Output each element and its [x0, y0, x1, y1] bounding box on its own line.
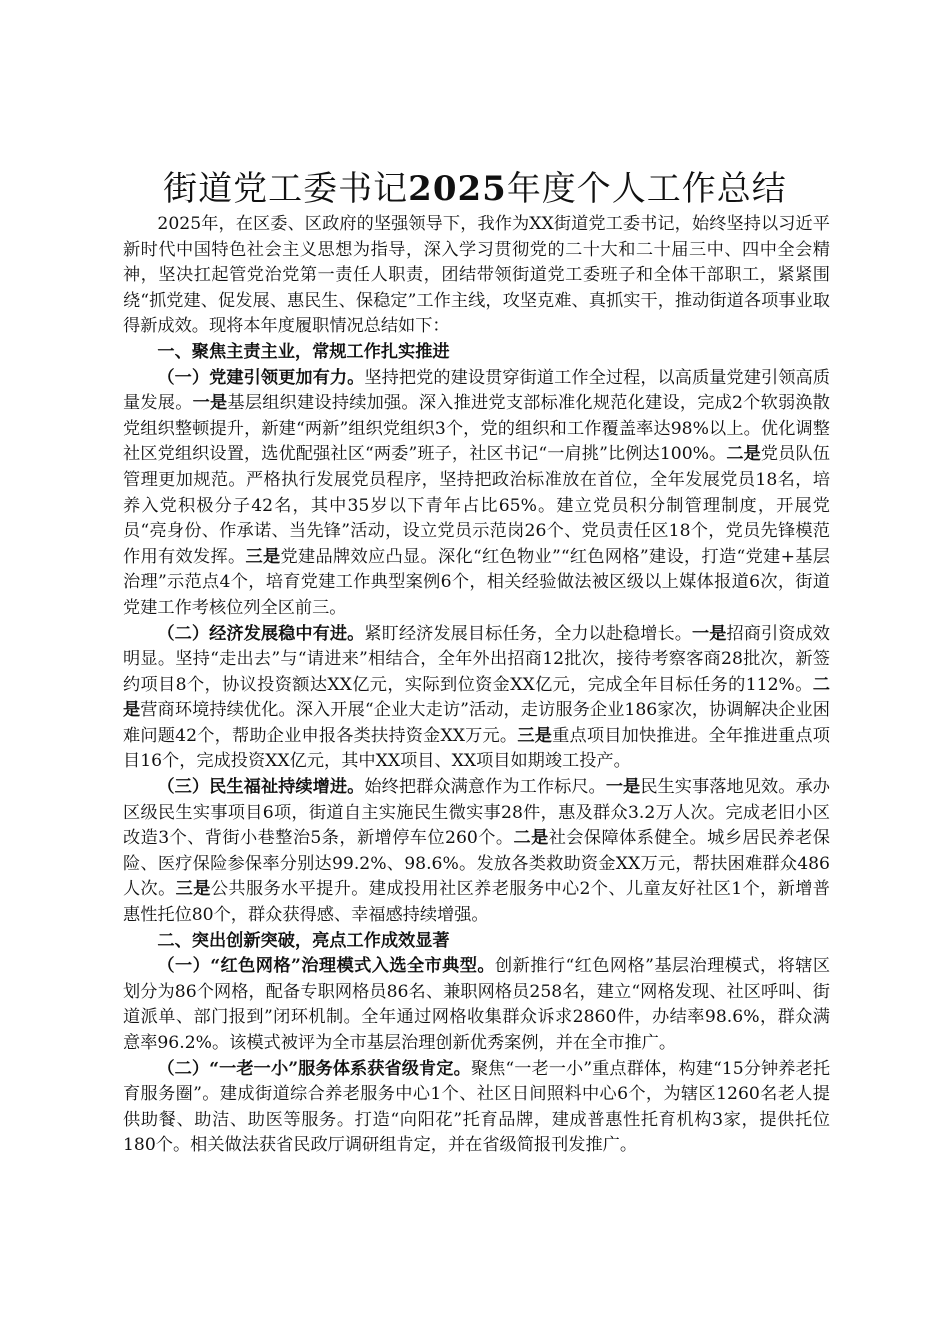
bold-lead-text: 二是	[123, 674, 830, 721]
paragraph-text: 坚持把党的建设贯穿街道工作全过程，以高质量党建引领高质量发展。	[123, 367, 830, 414]
body-paragraph	[123, 1057, 830, 1159]
paragraph-text: 始终把群众满意作为工作标尺。	[364, 777, 606, 798]
paragraph-text: 二、突出创新突破，亮点工作成效显著	[157, 930, 450, 951]
bold-lead-text: 二是	[513, 828, 549, 849]
bold-lead-text: （二）“一老一小”服务体系获省级肯定。	[157, 1058, 471, 1079]
body-paragraph	[123, 366, 830, 622]
document-title	[0, 166, 950, 212]
paragraph-text: 招商引资成效明显。坚持“走出去”与“请进来”相结合，全年外出招商12批次，接待考察客商28批次，新签约项目8个，协议投资额达XX亿元，实际到位资金XX亿元，完成全年目标任务的112%。	[123, 623, 830, 695]
bold-lead-text: 一是	[605, 777, 641, 798]
bold-lead-text: 二是	[726, 444, 761, 465]
bold-lead-text: 一是	[192, 393, 228, 414]
title-year: 2025	[408, 169, 507, 209]
paragraph-text: 营商环境持续优化。深入开展“企业大走访”活动，走访服务企业186家次，协调解决企业困难问题42个，帮助企业申报各类扶持资金XX万元。	[123, 700, 830, 746]
paragraph-text: 聚焦“一老一小”重点群体，构建“15分钟养老托育服务圈”。建成街道综合养老服务中心1个、社区日间照料中心6个，为辖区1260名老人提供助餐、助洁、助医等服务。打造“向阳花”托育品牌，建成普惠性托育机构3家，提供托位180个。相关做法获省民政厅调研组肯定，并在省级简报刊发推广。	[123, 1058, 831, 1156]
paragraph-text: 创新推行“红色网格”基层治理模式，将辖区划分为86个网格，配备专职网格员86名、兼职网格员258名，建立“网格发现、社区呼叫、街道派单、部门报到”闭环机制。全年通过网格收集群众诉求2860件，办结率98.6%，群众满意率96.2%。该模式被评为全市基层治理创新优秀案例，并在全市推广。	[123, 956, 831, 1053]
bold-lead-text: 三是	[175, 879, 211, 900]
bold-lead-text: 三是	[245, 546, 281, 567]
paragraph-text: 民生实事落地见效。承办区级民生实事项目6项，街道自主实施民生微实事28件，惠及群众3.2万人次。完成老旧小区改造3个、背街小巷整治5条，新增停车位260个。	[123, 777, 830, 849]
document-body	[123, 212, 830, 1159]
paragraph-text: 党员队伍管理更加规范。严格执行发展党员程序，坚持把政治标准放在首位，全年发展党员18名，培养入党积极分子42名，其中35岁以下青年占比65%。建立党员积分制管理制度，开展党员“亮身份、作承诺、当先锋”活动，设立党员示范岗26个、党员责任区18个，党员先锋模范作用有效发挥。	[123, 444, 830, 567]
paragraph-text: 紧盯经济发展目标任务，全力以赴稳增长。	[364, 623, 693, 644]
bold-lead-text: （三）民生福祉持续增进。	[157, 777, 365, 798]
title-prefix: 街道党工委书记	[163, 169, 409, 209]
paragraph-text: 党建品牌效应凸显。深化“红色物业”“红色网格”建设，打造“党建+基层治理”示范点4个，培育党建工作典型案例6个，相关经验做法被区级以上媒体报道6次，街道党建工作考核位列全区前三。	[123, 546, 830, 618]
paragraph-text: 公共服务水平提升。建成投用社区养老服务中心2个、儿童友好社区1个，新增普惠性托位80个，群众获得感、幸福感持续增强。	[123, 879, 830, 926]
paragraph-text: 2025年，在区委、区政府的坚强领导下，我作为XX街道党工委书记，始终坚持以习近平新时代中国特色社会主义思想为指导，深入学习贯彻党的二十大和二十届三中、四中全会精神，坚决扛起管党治党第一责任人职责，团结带领街道党工委班子和全体干部职工，紧紧围绕“抓党建、促发展、惠民生、保稳定”工作主线，攻坚克难、真抓实干，推动街道各项事业取得新成效。现将本年度履职情况总结如下：	[123, 214, 830, 337]
body-paragraph	[123, 212, 830, 340]
bold-lead-text: 三是	[517, 725, 553, 746]
bold-lead-text: 一是	[692, 623, 727, 644]
bold-lead-text: （一）党建引领更加有力。	[157, 367, 365, 388]
section-heading	[123, 340, 830, 366]
paragraph-text: 一、聚焦主责主业，常规工作扎实推进	[157, 341, 450, 362]
bold-lead-text: （一）“红色网格”治理模式入选全市典型。	[157, 956, 496, 977]
paragraph-text: 社会保障体系健全。城乡居民养老保险、医疗保险参保率分别达99.2%、98.6%。发放各类救助资金XX万元，帮扶困难群众486人次。	[123, 828, 830, 900]
paragraph-text: 重点项目加快推进。全年推进重点项目16个，完成投资XX亿元，其中XX项目、XX项目如期竣工投产。	[123, 725, 830, 772]
body-paragraph	[123, 775, 830, 929]
paragraph-text: 基层组织建设持续加强。深入推进党支部标准化规范化建设，完成2个软弱涣散党组织整顿提升，新建“两新”组织党组织3个，党的组织和工作覆盖率达98%以上。优化调整社区党组织设置，选优配强社区“两委”班子，社区书记“一肩挑”比例达100%。	[123, 393, 830, 465]
bold-lead-text: （二）经济发展稳中有进。	[157, 623, 365, 644]
section-heading	[123, 929, 830, 955]
body-paragraph	[123, 954, 830, 1056]
body-paragraph	[123, 622, 830, 776]
title-suffix: 年度个人工作总结	[506, 169, 787, 209]
